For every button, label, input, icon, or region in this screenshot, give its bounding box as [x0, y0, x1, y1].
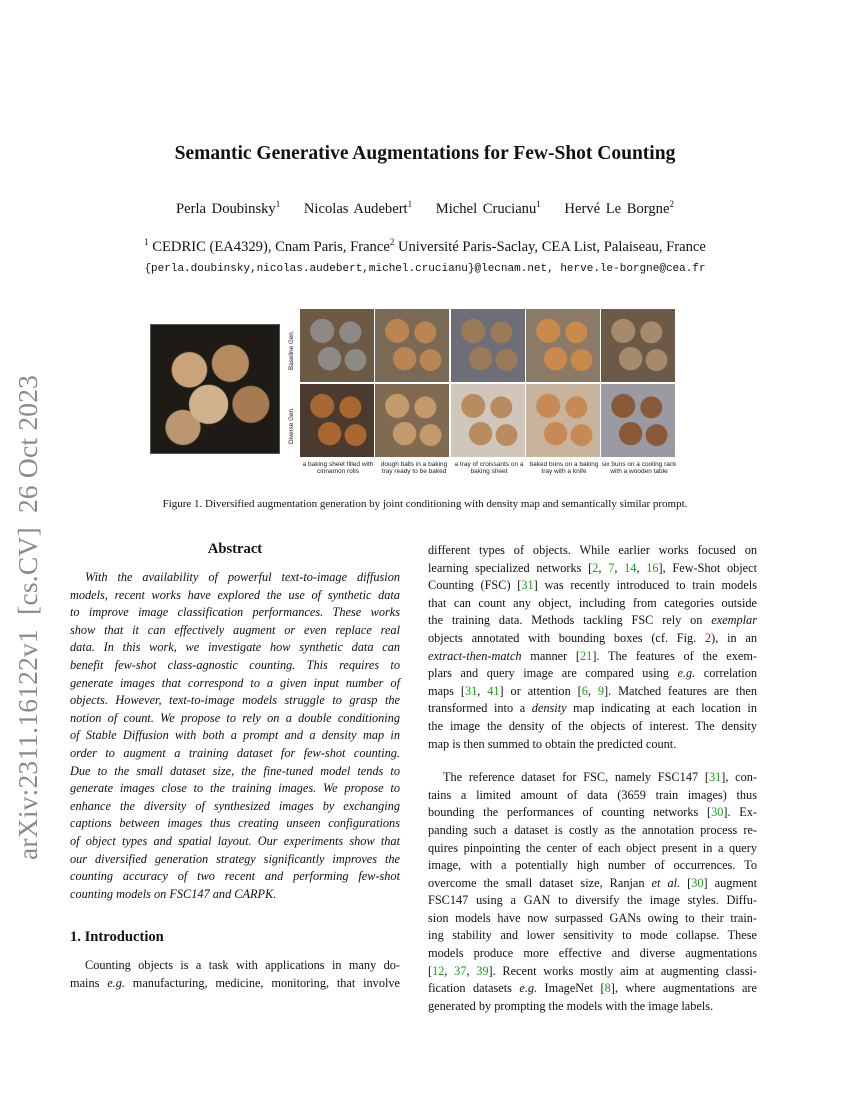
text-span: e.g. [519, 981, 538, 996]
text-span: , [598, 560, 609, 575]
text-span: , [636, 560, 647, 575]
right-column [428, 542, 757, 1015]
text-line: of Stable Diffusion with both a prompt and a density map in [70, 728, 400, 743]
text-span: [ [680, 875, 692, 890]
text-span: ing stability and lower sensitivity to mode collapse. These [428, 928, 757, 943]
text-span: et al. [651, 875, 681, 890]
paragraph [428, 769, 757, 1015]
text-span: ], Few-Shot object [658, 560, 757, 575]
citation-link[interactable]: 31 [521, 578, 534, 593]
text-line: models, recent works have explored the use of synthetic data [70, 587, 400, 602]
text-span: image, with a potentially high number of occurrences. To [428, 858, 757, 873]
text-span: overcome the small dataset size, Ranjan [428, 875, 652, 890]
text-line [428, 875, 757, 893]
generated-image [375, 309, 449, 382]
text-line: notion of count. We propose to rely on a double conditioning [70, 710, 400, 725]
image-caption: dough balls in a baking tray ready to be baked [380, 461, 448, 475]
text-line: Due to the small dataset size, the fine-tuned model tends to [70, 763, 400, 778]
text-line [428, 945, 757, 963]
text-span: that can count any object, including from categories outside [428, 595, 757, 610]
affiliations: $^1$ CEDRIC (EA4329), Cnam Paris, France$^2$ Université Paris-Saclay, CEA List, Palaiseau, France [144, 237, 706, 255]
generated-image [375, 384, 449, 457]
text-line [428, 787, 757, 805]
text-line [428, 892, 757, 910]
text-line [428, 998, 757, 1016]
text-span: , [444, 963, 455, 978]
text-span: e.g. [107, 975, 125, 990]
citation-link[interactable]: 16 [646, 560, 659, 575]
text-span: , [466, 963, 477, 978]
abstract-body [70, 569, 400, 903]
text-span: Counting (FSC) [ [428, 578, 522, 593]
text-line: objects. However, text-to-image models struggle to grasp the [70, 693, 400, 708]
text-span: ], con- [721, 770, 757, 785]
text-span: panding such a dataset is costly as the annotation process re- [428, 822, 757, 837]
figure-caption: Figure 1. Diversified augmentation generation by joint conditioning with density map and semantically similar prompt. [162, 498, 688, 510]
introduction-body [70, 957, 400, 992]
generated-image [601, 384, 675, 457]
text-span: exemplar [711, 613, 757, 628]
text-span: learning specialized networks [ [428, 560, 593, 575]
citation-link[interactable]: 9 [597, 683, 605, 698]
arxiv-stamp: arXiv:2311.16122v1 [cs.CV] 26 Oct 2023 [12, 374, 43, 860]
text-span: map is then summed to obtain the predicted count. [428, 736, 677, 751]
generated-image [451, 309, 525, 382]
input-image [150, 324, 280, 454]
text-span: ], where augmentations are [610, 981, 757, 996]
text-span: map indicating at each location in [566, 701, 757, 716]
text-span: ]. Recent works mostly aim at augmenting classi- [488, 963, 757, 978]
citation-link[interactable]: 21 [580, 648, 593, 663]
text-line: of object types and spatial layout. Our experiments show that [70, 833, 400, 848]
text-line: order to augment a training dataset for few-shot counting. [70, 745, 400, 760]
text-span: [ [428, 963, 433, 978]
text-span: , [477, 683, 488, 698]
text-line [428, 542, 757, 560]
citation-link[interactable]: 41 [487, 683, 500, 698]
text-line: counting accuracy of two recent and performing few-shot [70, 869, 400, 884]
generated-image [526, 384, 600, 457]
text-span: ] was recently introduced to train models [533, 578, 757, 593]
text-line: generate images close to the training images. We propose to [70, 781, 400, 796]
generated-image [300, 384, 374, 457]
author: Michel Crucianu$^1$ [435, 199, 541, 217]
text-line [428, 980, 757, 998]
citation-link[interactable]: 6 [581, 683, 588, 698]
generated-image [451, 384, 525, 457]
text-span: ]. The features of the exem- [592, 648, 757, 663]
citation-link[interactable]: 31 [708, 770, 722, 785]
text-span: ] augment [703, 875, 758, 890]
generated-image [601, 309, 675, 382]
text-span: , [587, 683, 598, 698]
text-span: correlation [695, 666, 757, 681]
text-span: density [531, 701, 567, 716]
text-span: models produce more effective and diverse augmentations [428, 946, 757, 961]
text-line: With the availability of powerful text-to-image diffusion [85, 570, 400, 584]
text-span: generated by prompting the models with the image labels. [428, 998, 714, 1013]
text-span: sion models have now surpassed GANs owing to their train- [428, 910, 757, 925]
text-line [428, 630, 757, 648]
text-span: maps [ [428, 683, 465, 698]
citation-link[interactable]: 39 [476, 963, 489, 978]
text-line: our diversified generation strategy significantly improves the [70, 851, 400, 866]
image-caption: six buns on a cooling rack with a wooden table [601, 461, 677, 475]
citation-link[interactable]: 12 [432, 963, 445, 978]
text-span: transformed into a [428, 701, 532, 716]
abstract-heading: Abstract [207, 541, 263, 557]
citation-link[interactable]: 30 [691, 875, 704, 890]
citation-link[interactable]: 31 [464, 683, 478, 698]
citation-link[interactable]: 30 [711, 805, 724, 820]
author-emails: {perla.doubinsky,nicolas.audebert,michel.crucianu}@lecnam.net, herve.le-borgne@cea.fr [144, 263, 706, 275]
text-span: tains a limited amount of data (3659 train images) thus [428, 787, 757, 802]
text-line [70, 957, 400, 975]
image-caption: a baking sheet filled with cinnamon rolls [302, 461, 374, 475]
text-span: the image the density of the objects of interest. The density [428, 718, 757, 733]
text-line [70, 975, 400, 993]
image-caption: a tray of croissants on a baking sheet [454, 461, 524, 475]
text-line: benefit few-shot class-agnostic counting. This requires to [70, 657, 400, 672]
citation-link[interactable]: 7 [608, 560, 615, 575]
left-column [70, 541, 400, 992]
text-line [428, 595, 757, 613]
text-line [428, 718, 757, 736]
text-span: quires pinpointing the center of each object present in a query [428, 840, 757, 855]
text-line: enhance the diversity of synthesized images by exchanging [70, 798, 400, 813]
text-span: fication datasets [428, 981, 520, 996]
text-span: bounding the performances of counting networks [ [428, 805, 712, 820]
text-line [428, 840, 757, 858]
text-line [428, 769, 757, 787]
image-caption: baked buns on a baking tray with a knife [529, 461, 599, 475]
text-span: ImageNet [ [537, 981, 605, 996]
text-span: manner [ [521, 648, 581, 663]
author: Perla Doubinsky$^1$ [176, 199, 281, 217]
text-line [428, 822, 757, 840]
citation-link[interactable]: 2 [592, 560, 599, 575]
text-line: counting models on FSC147 and CARPK. [70, 886, 277, 901]
text-span: different types of objects. While earlier works focused on [428, 543, 757, 557]
text-span: ), in an [711, 630, 757, 645]
text-line [428, 665, 757, 683]
text-line [428, 963, 757, 981]
text-span: plars and query image are compared using [428, 666, 678, 681]
row-label: Diverse Gen. [288, 407, 295, 444]
text-span: FSC147 using a GAN to diversify the image styles. Diffu- [428, 893, 757, 908]
author-list [0, 199, 850, 218]
paragraph [428, 542, 757, 753]
text-span: , [614, 560, 625, 575]
text-span: e.g. [677, 666, 696, 681]
text-span: ]. Ex- [723, 805, 758, 820]
citation-link[interactable]: 14 [624, 560, 637, 575]
paper-title: Semantic Generative Augmentations for Few-Shot Counting [174, 143, 676, 164]
text-line [428, 648, 757, 666]
citation-link[interactable]: 8 [604, 981, 611, 996]
text-line [428, 577, 757, 595]
text-line [428, 910, 757, 928]
generated-image [526, 309, 600, 382]
text-span: the training data. Methods tackling FSC rely on [428, 613, 712, 628]
text-span: ] or attention [ [499, 683, 582, 698]
text-span: ]. Matched features are then [604, 683, 757, 698]
text-line: captions between images thus creating unseen configurations [70, 816, 400, 831]
row-label: Baseline Gen. [288, 330, 295, 370]
text-line [428, 927, 757, 945]
generated-image [300, 309, 374, 382]
text-line [428, 804, 757, 822]
citation-link[interactable]: 37 [454, 963, 467, 978]
text-line [428, 700, 757, 718]
text-line [428, 736, 757, 754]
author: Nicolas Audebert$^1$ [303, 199, 413, 217]
text-line [428, 683, 757, 701]
figure-ref-link[interactable]: 2 [705, 630, 712, 645]
text-span: The reference dataset for FSC, namely FSC147 [ [443, 770, 709, 785]
author: Hervé Le Borgne$^2$ [564, 199, 674, 217]
text-span: manufacturing, medicine, monitoring, that involve [124, 975, 400, 990]
introduction-heading: 1. Introduction [70, 929, 164, 946]
text-line [428, 612, 757, 630]
text-line: show that it can effectively augment or even replace real [70, 622, 400, 637]
text-line: to improve image classification performances. These works [70, 605, 400, 620]
text-line: generate images that correspond to a given input number of [70, 675, 400, 690]
text-span: extract-then-match [428, 648, 522, 663]
text-line [428, 560, 757, 578]
text-span: Counting objects is a task with applications in many do- [85, 958, 400, 973]
text-line [428, 857, 757, 875]
text-line: data. In this work, we investigate how synthetic data can [70, 640, 400, 655]
text-span: objects annotated with bounding boxes (cf. Fig. [428, 630, 706, 645]
text-span: mains [70, 975, 108, 990]
